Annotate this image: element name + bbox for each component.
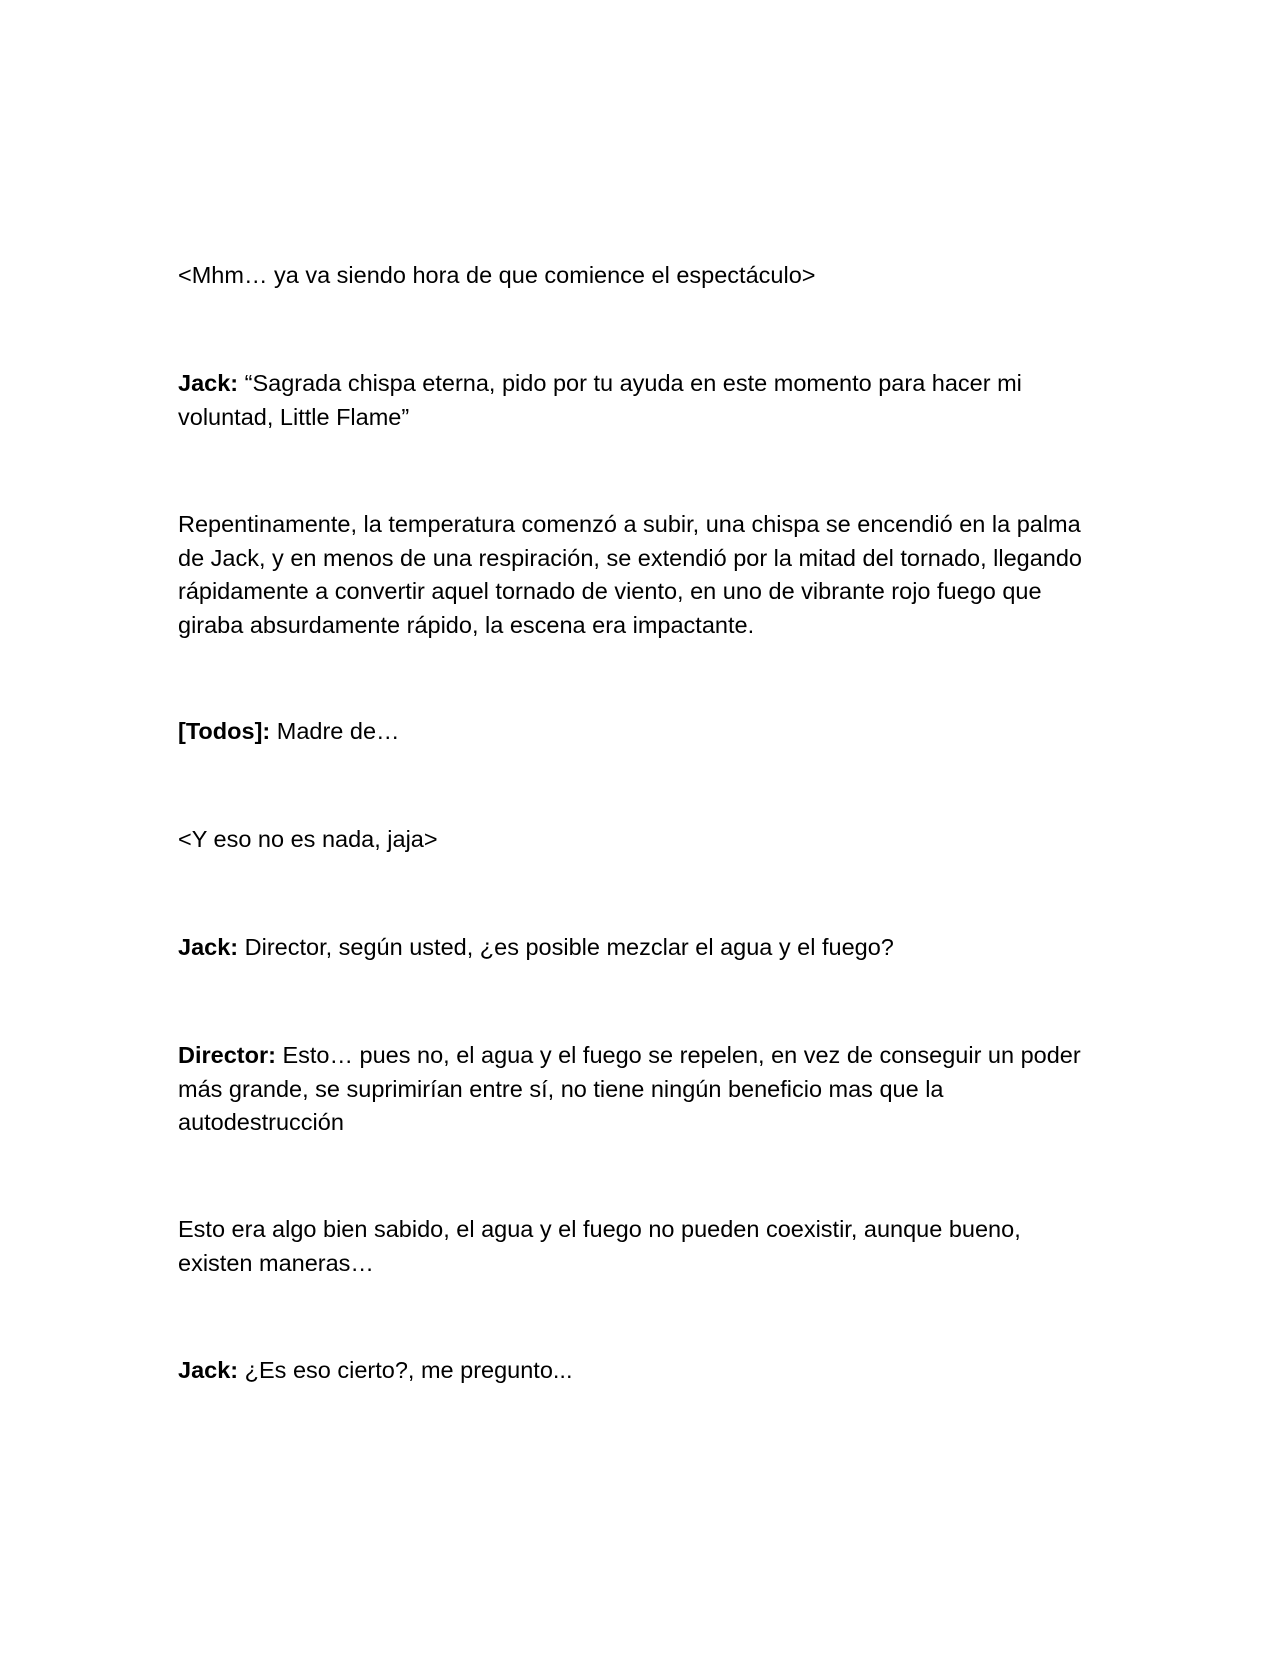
paragraph-text: <Y eso no es nada, jaja> <box>178 826 438 852</box>
paragraph-text: <Mhm… ya va siendo hora de que comience el espectáculo> <box>178 262 816 288</box>
speaker-label: Jack: <box>178 370 239 396</box>
dialogue-paragraph <box>178 1354 1093 1388</box>
narration-paragraph <box>178 1213 1093 1280</box>
narration-paragraph <box>178 259 1093 293</box>
speaker-label: [Todos]: <box>178 718 271 744</box>
dialogue-text: ¿Es eso cierto?, me pregunto... <box>238 1357 573 1383</box>
dialogue-paragraph <box>178 715 1093 749</box>
dialogue-paragraph <box>178 931 1093 965</box>
dialogue-text: Director, según usted, ¿es posible mezclar el agua y el fuego? <box>238 934 894 960</box>
dialogue-paragraph <box>178 1039 1093 1140</box>
speaker-label: Director: <box>178 1042 276 1068</box>
speaker-label: Jack: <box>178 1357 239 1383</box>
speaker-label: Jack: <box>178 934 239 960</box>
narration-paragraph <box>178 823 1093 857</box>
dialogue-text: “Sagrada chispa eterna, pido por tu ayuda en este momento para hacer mi voluntad, Little Flame” <box>178 370 1022 430</box>
paragraph-text: Repentinamente, la temperatura comenzó a subir, una chispa se encendió en la palma de Jack, y en menos de una respiración, se extendió por la mitad del tornado, llegando rápidamente a convertir aquel tornado de viento, en uno de vibrante rojo fuego que giraba absurdamente rápido, la escena era impactante. <box>178 511 1083 638</box>
dialogue-text: Esto… pues no, el agua y el fuego se repelen, en vez de conseguir un poder más grande, se suprimirían entre sí, no tiene ningún beneficio mas que la autodestrucción <box>178 1042 1081 1135</box>
dialogue-paragraph <box>178 367 1093 434</box>
dialogue-text: Madre de… <box>270 718 400 744</box>
narration-paragraph <box>178 508 1093 642</box>
paragraph-text: Esto era algo bien sabido, el agua y el fuego no pueden coexistir, aunque bueno, existen maneras… <box>178 1216 1021 1276</box>
